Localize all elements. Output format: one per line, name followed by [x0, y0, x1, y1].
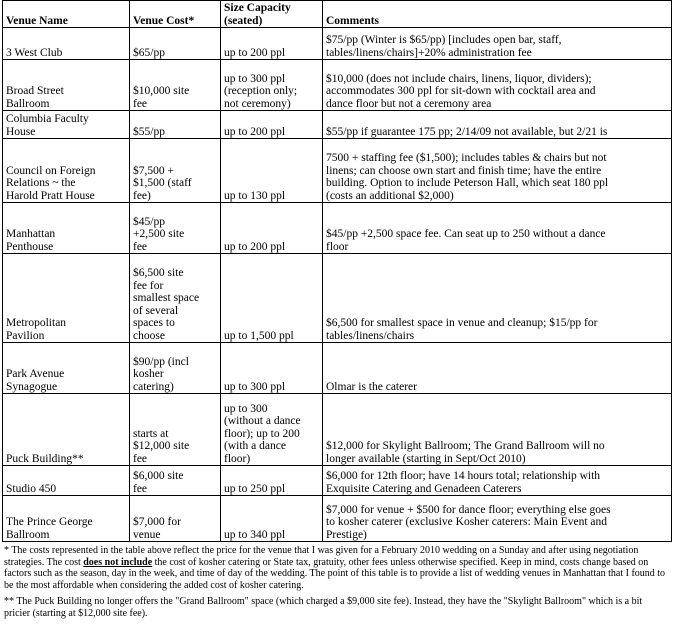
venue-cost-cell: $7,000 for venue [130, 496, 221, 542]
capacity-cell: up to 130 ppl [221, 139, 323, 203]
capacity-cell: up to 300 (without a dance floor); up to 200 (with a dance floor) [221, 394, 323, 466]
venue-name-cell: Manhattan Penthouse [3, 203, 130, 254]
header-venue-cost: Venue Cost* [130, 1, 221, 28]
venue-name-cell: Council on Foreign Relations ~ the Harold Pratt House [3, 139, 130, 203]
comments-cell: $12,000 for Skylight Ballroom; The Grand Ballroom will no longer available (starting in Sept/Oct 2010) [323, 394, 672, 466]
table-row [3, 466, 672, 496]
table-row [3, 343, 672, 394]
comments-cell: $7,000 for venue + $500 for dance floor; everything else goes to kosher caterer (exclusive Kosher caterers: Main Event and Prestige) [323, 496, 672, 542]
footnotes [4, 545, 669, 619]
venue-cost-cell: $65/pp [130, 28, 221, 60]
venue-cost-cell: $10,000 site fee [130, 60, 221, 111]
venue-cost-cell: $6,000 site fee [130, 466, 221, 496]
header-comments: Comments [323, 1, 672, 28]
table-row [3, 203, 672, 254]
table-row [3, 139, 672, 203]
capacity-cell: up to 340 ppl [221, 496, 323, 542]
comments-cell: $45/pp +2,500 space fee. Can seat up to 250 without a dance floor [323, 203, 672, 254]
table-row [3, 254, 672, 343]
venue-cost-cell: $7,500 + $1,500 (staff fee) [130, 139, 221, 203]
comments-cell: Olmar is the caterer [323, 343, 672, 394]
table-row [3, 28, 672, 60]
table-header-row [3, 1, 672, 28]
comments-cell: $6,500 for smallest space in venue and cleanup; $15/pp for tables/linens/chairs [323, 254, 672, 343]
capacity-cell: up to 250 ppl [221, 466, 323, 496]
comments-cell: $75/pp (Winter is $65/pp) [includes open bar, staff, tables/linens/chairs]+20% administration fee [323, 28, 672, 60]
venue-name-cell: The Prince George Ballroom [3, 496, 130, 542]
capacity-cell: up to 200 ppl [221, 111, 323, 139]
venue-cost-cell: $90/pp (incl kosher catering) [130, 343, 221, 394]
venue-table [2, 0, 672, 542]
capacity-cell: up to 200 ppl [221, 203, 323, 254]
table-row [3, 60, 672, 111]
venue-name-cell: Studio 450 [3, 466, 130, 496]
footnote-puck-building: ** The Puck Building no longer offers the "Grand Ballroom" space (which charged a $9,000 site fee). Instead, they have the "Skylight Ballroom" which is a bit pricier (starting at $12,000 site fee). [4, 596, 643, 619]
venue-document [2, 0, 673, 624]
capacity-cell: up to 1,500 ppl [221, 254, 323, 343]
venue-name-cell: 3 West Club [3, 28, 130, 60]
comments-cell: $55/pp if guarantee 175 pp; 2/14/09 not available, but 2/21 is [323, 111, 672, 139]
venue-cost-cell: $55/pp [130, 111, 221, 139]
venue-name-cell: Columbia Faculty House [3, 111, 130, 139]
venue-name-cell: Broad Street Ballroom [3, 60, 130, 111]
table-row [3, 496, 672, 542]
table-body [3, 28, 672, 542]
comments-cell: 7500 + staffing fee ($1,500); includes tables & chairs but not linens; can choose own start and finish time; have the entire building. Option to include Peterson Hall, which seat 180 ppl (costs an additional $2,000) [323, 139, 672, 203]
capacity-cell: up to 300 ppl (reception only; not ceremony) [221, 60, 323, 111]
comments-cell: $6,000 for 12th floor; have 14 hours total; relationship with Exquisite Catering and Genadeen Caterers [323, 466, 672, 496]
footnote-costs: * The costs represented in the table above reflect the price for the venue that I was given for a February 2010 wedding on a Sunday and after using negotiation strategies. The cost does not include the cost of kosher catering or State tax, gratuity, other fees unless otherwise specified. Keep in mind, costs change based on factors such as the season, day in the week, and time of day of the wedding. The point of this table is to provide a list of wedding venues in Manhattan that I found to be the most affordable when considering the added cost of kosher catering. [4, 545, 666, 591]
venue-name-cell: Puck Building** [3, 394, 130, 466]
capacity-cell: up to 300 ppl [221, 343, 323, 394]
header-venue-name: Venue Name [3, 1, 130, 28]
table-row [3, 111, 672, 139]
venue-cost-cell: $6,500 site fee for smallest space of several spaces to choose [130, 254, 221, 343]
venue-cost-cell: starts at $12,000 site fee [130, 394, 221, 466]
venue-name-cell: Park Avenue Synagogue [3, 343, 130, 394]
header-capacity: Size Capacity (seated) [221, 1, 323, 28]
venue-cost-cell: $45/pp +2,500 site fee [130, 203, 221, 254]
comments-cell: $10,000 (does not include chairs, linens, liquor, dividers); accommodates 300 ppl for sit-down with cocktail area and dance floor but not a ceremony area [323, 60, 672, 111]
venue-name-cell: Metropolitan Pavilion [3, 254, 130, 343]
table-row [3, 394, 672, 466]
capacity-cell: up to 200 ppl [221, 28, 323, 60]
